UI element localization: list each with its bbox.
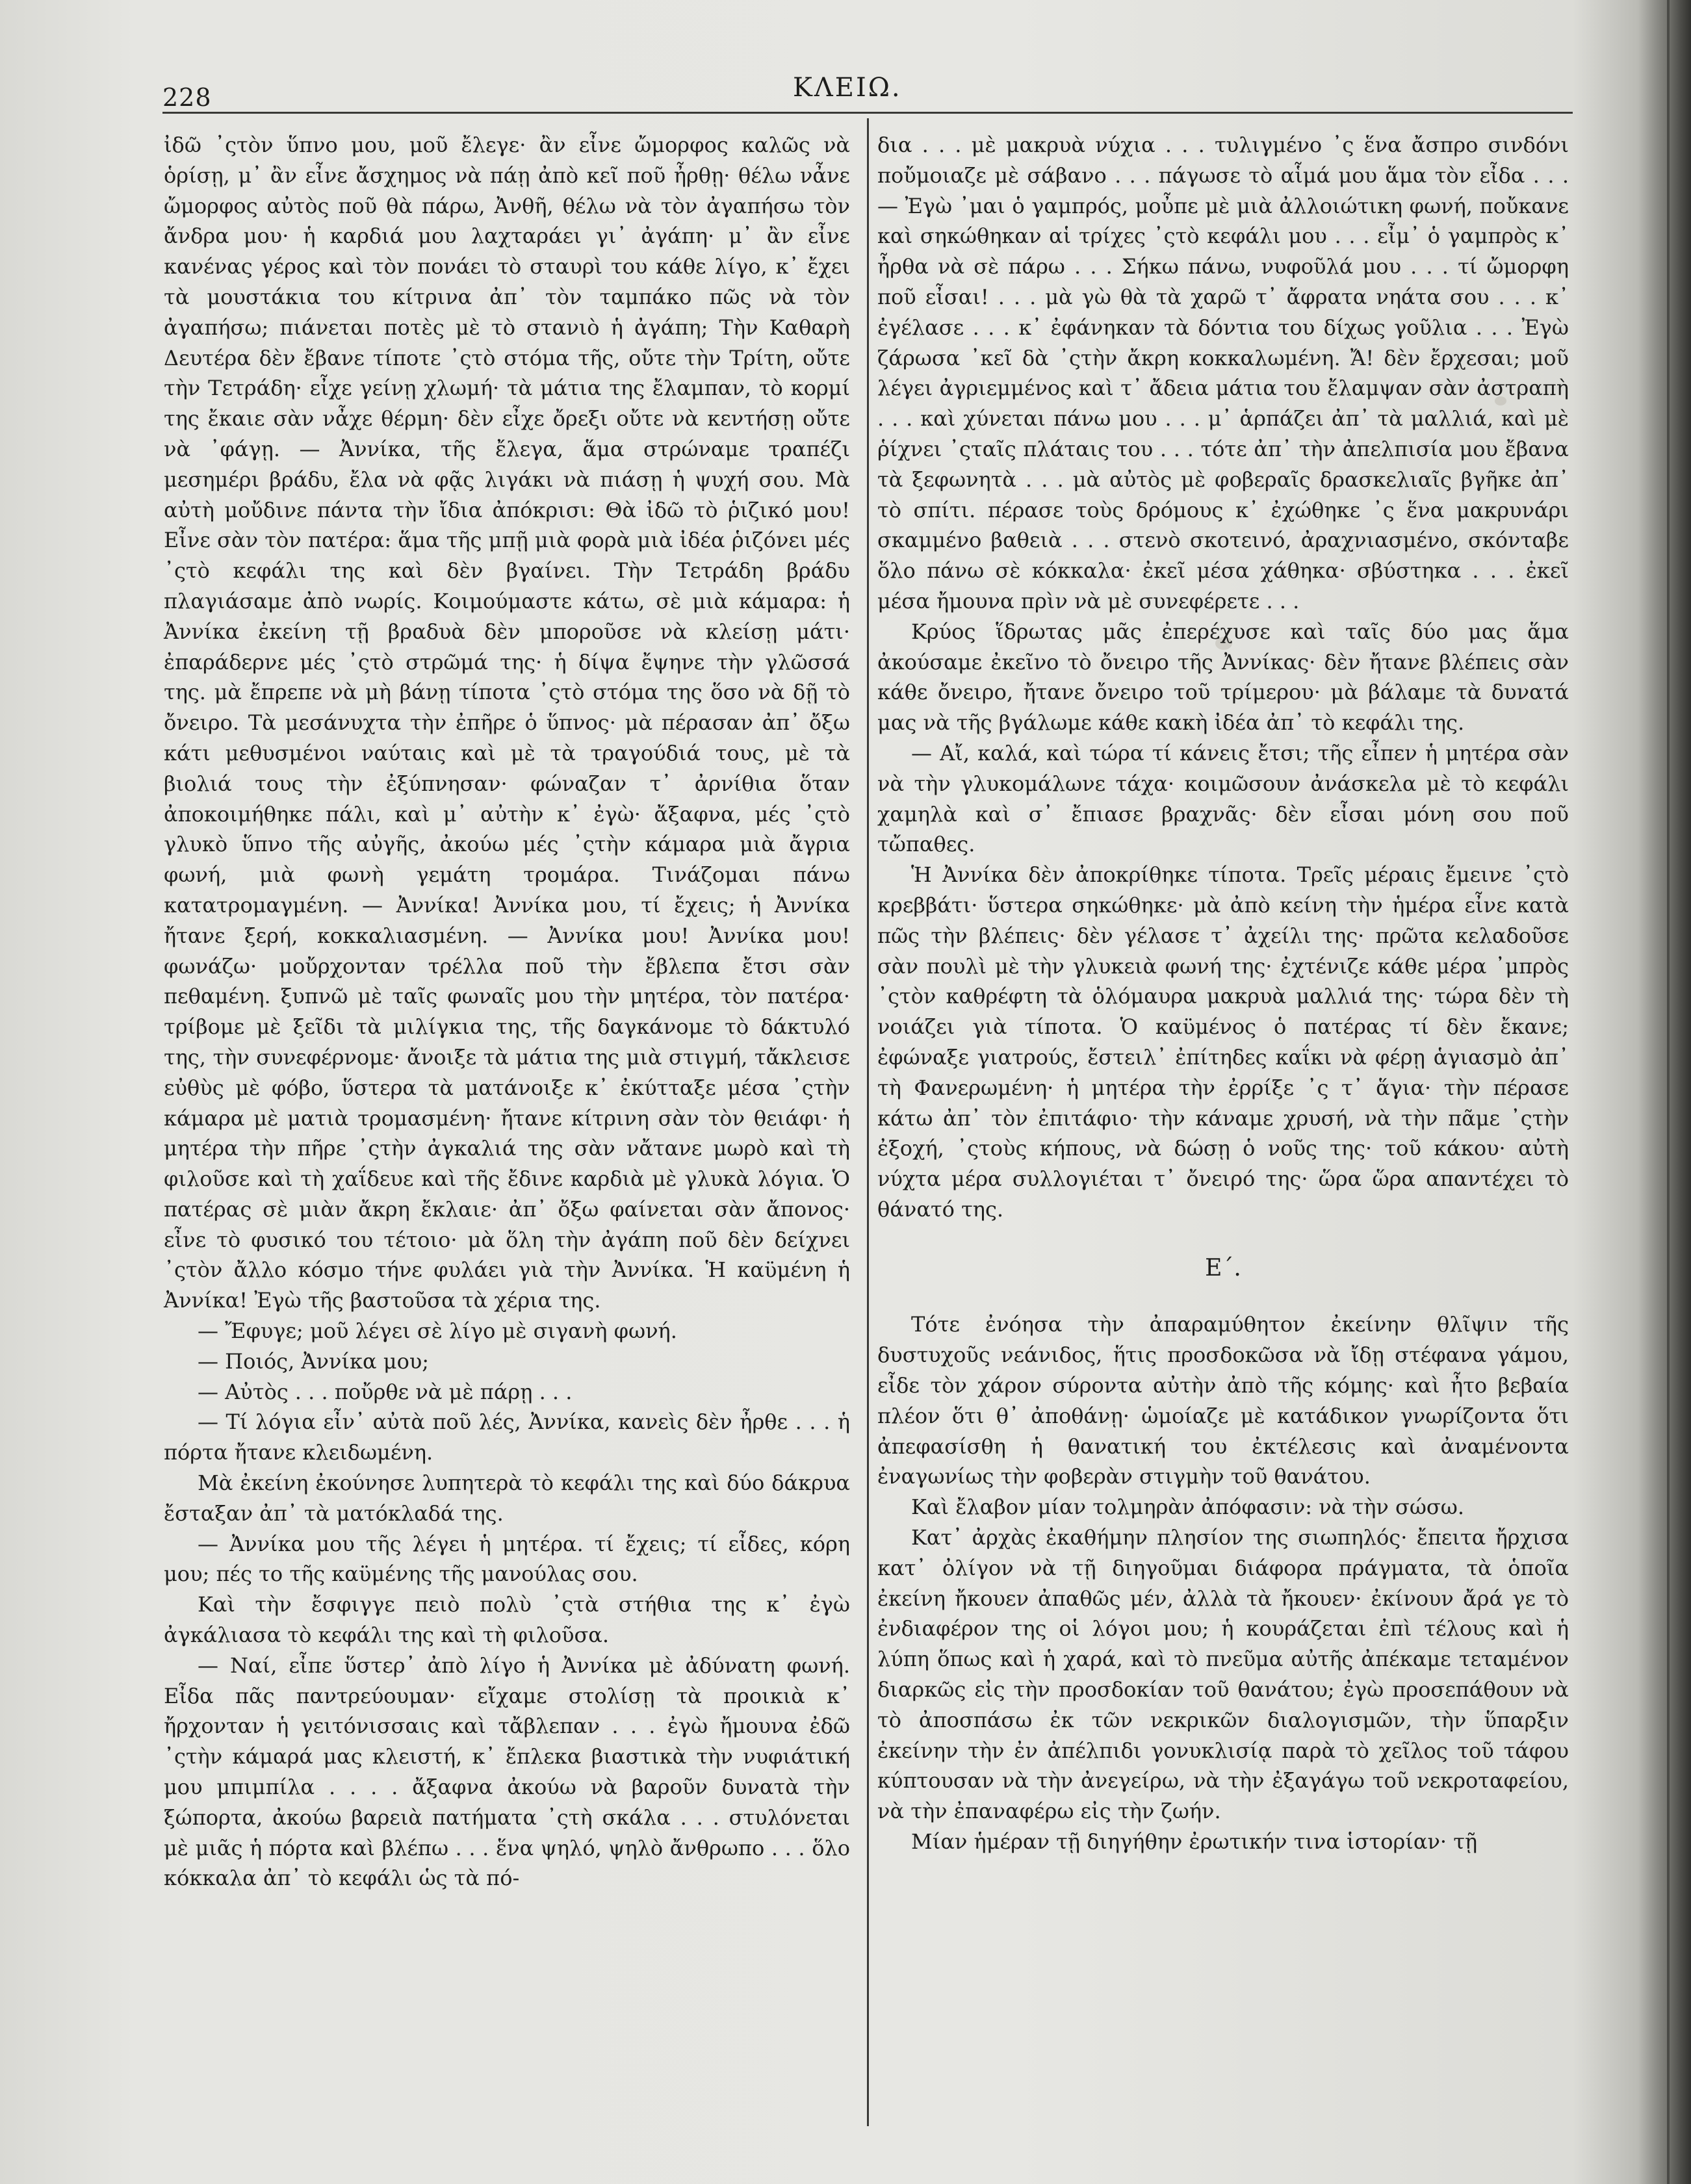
dialogue-paragraph: — Τί λόγια εἶν᾽ αὐτὰ ποῦ λές, Ἀννίκα, κανεὶς δὲν ἦρθε . . . ἡ πόρτα ἤτανε κλειδωμένη.: [164, 1409, 850, 1465]
text-paragraph: Καὶ ἔλαβον μίαν τολμηρὰν ἀπόφασιν: νὰ τὴν σώσω.: [911, 1495, 1465, 1520]
right-text-column: [877, 130, 1569, 1857]
column-divider: [867, 118, 869, 2126]
text-paragraph: Κρύος ἵδρωτας μᾶς ἐπερέχυσε καὶ ταῖς δύο μας ἅμα ἀκούσαμε ἐκεῖνο τὸ ὄνειρο τῆς Ἀννίκας· δὲν ἤτανε βλέπεις σὰν κάθε ὄνειρο, ἤτανε ὄνειρο τοῦ τρίμερου· μὰ βάλαμε τὰ δυνατά μας νὰ τῆς βγάλωμε κάθε κακὴ ἰδέα ἀπ᾽ τὸ κεφάλι της.: [877, 619, 1569, 736]
text-paragraph: ἰδῶ ᾽ςτὸν ὕπνο μου, μοῦ ἔλεγε· ἂν εἶνε ὤμορφος καλῶς νὰ ὁρίσῃ, μ᾽ ἂν εἶνε ἄσχημος νὰ πάῃ ἀπὸ κεῖ ποῦ ἦρθῃ· θέλω νἆνε ὤμορφος αὐτὸς ποῦ θὰ πάρω, Ἀνθῆ, θέλω νὰ τὸν ἀγαπήσω τὸν ἄνδρα μου· ἡ καρδιά μου λαχταράει γι᾽ ἀγάπη· μ᾽ ἂν εἶνε κανένας γέρος καὶ τὸν πονάει τὸ σταυρὶ του κάθε λίγο, κ᾽ ἔχει τὰ μουστάκια του κίτρινα ἀπ᾽ τὸν ταμπάκο πῶς νὰ τὸν ἀγαπήσω; πιάνεται ποτὲς μὲ τὸ στανιὸ ἡ ἀγάπη; Τὴν Καθαρὴ Δευτέρα δὲν ἔβανε τίποτε ᾽ςτὸ στόμα τῆς, οὔτε τὴν Τρίτη, οὔτε τὴν Τετράδη· εἶχε γείνῃ χλωμή· τὰ μάτια της ἔλαμπαν, τὸ κορμί της ἔκαιε σὰν νἆχε θέρμη· δὲν εἶχε ὄρεξι οὔτε νὰ κεντήσῃ οὔτε νὰ ᾽φάγῃ. — Ἀννίκα, τῆς ἔλεγα, ἅμα στρώναμε τραπέζι μεσημέρι βράδυ, ἔλα νὰ φᾷς λιγάκι νὰ πιάσῃ ἡ ψυχή σου. Μὰ αὐτὴ μοὔδινε πάντα τὴν ἴδια ἀπόκρισι: Θὰ ἰδῶ τὸ ῥιζικό μου! Εἶνε σὰν τὸν πατέρα: ἅμα τῆς μπῇ μιὰ φορὰ μιὰ ἰδέα ῥιζόνει μές ᾽ςτὸ κεφάλι της καὶ δὲν βγαίνει. Τὴν Τετράδη βράδυ πλαγιάσαμε ἀπὸ νωρίς. Κοιμούμαστε κάτω, σὲ μιὰ κάμαρα: ἡ Ἀννίκα ἐκείνη τῇ βραδυὰ δὲν μποροῦσε νὰ κλείσῃ μάτι· ἐπαράδερνε μές ᾽ςτὸ στρῶμά της· ἡ δίψα ἔψηνε τὴν γλῶσσά της. μὰ ἔπρεπε νὰ μὴ βάνῃ τίποτα ᾽ςτὸ στόμα της ὅσο νὰ δῇ τὸ ὄνειρο. Τὰ μεσάνυχτα τὴν ἐπῆρε ὁ ὕπνος· μὰ πέρασαν ἀπ᾽ ὄξω κάτι μεθυσμένοι ναύταις καὶ μὲ τὰ τραγούδιά τους, μὲ τὰ βιολιά τους τὴν ἐξύπνησαν· φώναζαν τ᾽ ἀρνίθια ὅταν ἀποκοιμήθηκε πάλι, καὶ μ᾽ αὐτὴν κ᾽ ἐγὼ· ἄξαφνα, μές ᾽ςτὸ γλυκὸ ὕπνο τῆς αὐγῆς, ἀκούω μές ᾽ςτὴν κάμαρα μιὰ ἄγρια φωνή, μιὰ φωνὴ γεμάτη τρομάρα. Τινάζομαι πάνω κατατρομαγμένη. — Ἀννίκα! Ἀννίκα μου, τί ἔχεις; ἡ Ἀννίκα ἤτανε ξερή, κοκκαλιασμένη. — Ἀννίκα μου! Ἀννίκα μου! φωνάζω· μοὔρχονταν τρέλλα ποῦ τὴν ἔβλεπα ἔτσι σὰν πεθαμένη. ξυπνῶ μὲ ταῖς φωναῖς μου τὴν μητέρα, τὸν πατέρα· τρίβομε μὲ ξεῖδι τὰ μιλίγκια της, τῆς δαγκάνομε τὸ δάκτυλό της, τὴν συνεφέρνομε· ἄνοιξε τὰ μάτια της μιὰ στιγμή, τἄκλεισε εὐθὺς μὲ φόβο, ὕστερα τὰ ματάνοιξε κ᾽ ἐκύτταξε μέσα ᾽ςτὴν κάμαρα μὲ ματιὰ τρομασμένη· ἤτανε κίτρινη σὰν τὸν θειάφι· ἡ μητέρα τὴν πῆρε ᾽ςτὴν ἀγκαλιά της σὰν νἄτανε μωρὸ καὶ τὴ φιλοῦσε καὶ τὴ χαΐδευε καὶ τῆς ἔδινε καρδιὰ μὲ γλυκὰ λόγια. Ὁ πατέρας σὲ μιὰν ἄκρη ἔκλαιε· ἀπ᾽ ὄξω φαίνεται σὰν ἄπονος· εἶνε τὸ φυσικό του τέτοιο· μὰ ὅλη τὴν ἀγάπη ποῦ δὲν δείχνει ᾽ςτὸν ἄλλο κόσμο τήνε φυλάει γιὰ τὴν Ἀννίκα. Ἡ καϋμένη ἡ Ἀννίκα! Ἐγὼ τῆς βαστοῦσα τὰ χέρια της.: [164, 133, 850, 1313]
running-title: ΚΛΕΙΩ.: [793, 73, 902, 103]
dialogue-paragraph: — Αὐτὸς . . . ποὔρθε νὰ μὲ πάρῃ . . .: [198, 1379, 573, 1404]
text-paragraph: Ἡ Ἀννίκα δὲν ἀποκρίθηκε τίποτα. Τρεῖς μέραις ἔμεινε ᾽ςτὸ κρεββάτι· ὕστερα σηκώθηκε· μὰ ἀπὸ κείνη τὴν ἡμέρα εἶνε κατὰ πῶς τὴν βλέπεις· δὲν γέλασε τ᾽ ἀχείλι της· πρῶτα κελαδοῦσε σὰν πουλὶ μὲ τὴν γλυκειὰ φωνή της· ἐχτένιζε κάθε μέρα ᾽μπρὸς ᾽ςτὸν καθρέφτη τὰ ὁλόμαυρα μακρυὰ μαλλιά της· τώρα δὲν τὴ νοιάζει γιὰ τίποτα. Ὁ καϋμένος ὁ πατέρας τί δὲν ἔκανε; ἐφώναξε γιατρούς, ἔστειλ᾽ ἐπίτηδες καΐκι νὰ φέρῃ ἁγιασμὸ ἀπ᾽ τὴ Φανερωμένη· ἡ μητέρα τὴν ἐρρίξε ᾽ς τ᾽ ἅγια· τὴν πέρασε κάτω ἀπ᾽ τὸν ἐπιτάφιο· τὴν κάναμε χρυσή, νὰ τὴν πᾶμε ᾽ςτὴν ἐξοχή, ᾽ςτοὺς κήπους, νὰ δώσῃ ὁ νοῦς της· τοῦ κάκου· αὐτὴ νύχτα μέρα συλλογιέται τ᾽ ὄνειρό της· ὥρα ὥρα απαντέχει τὸ θάνατό της.: [877, 862, 1569, 1222]
dialogue-paragraph: — Αἴ, καλά, καὶ τώρα τί κάνεις ἔτσι; τῆς εἶπεν ἡ μητέρα σὰν νὰ τὴν γλυκομάλωνε τάχα· κοιμῶσουν ἀνάσκελα μὲ τὸ κεφάλι χαμηλὰ καὶ σ᾽ ἔπιασε βραχνᾶς· δὲν εἶσαι μόνη σου ποῦ τὤπαθες.: [877, 740, 1569, 857]
dialogue-paragraph: — Ναί, εἶπε ὕστερ᾽ ἀπὸ λίγο ἡ Ἀννίκα μὲ ἀδύνατη φωνή. Εἶδα πᾶς παντρεύουμαν· εἴχαμε στολίσῃ τὰ προικιὰ κ᾽ ἤρχονταν ἡ γειτόνισσαις καὶ τἄβλεπαν . . . ἐγὼ ἤμουνα ἐδῶ ᾽ςτὴν κάμαρά μας κλειστή, κ᾽ ἔπλεκα βιαστικὰ τὴν νυφιάτική μου μπιμπίλα . . . . ἄξαφνα ἀκούω νὰ βαροῦν δυνατὰ τὴν ξώπορτα, ἀκούω βαρειὰ πατήματα ᾽ςτὴ σκάλα . . . στυλόνεται μὲ μιᾶς ἡ πόρτα καὶ βλέπω . . . ἕνα ψηλό, ψηλὸ ἄνθρωπο . . . ὅλο κόκκαλα ἀπ᾽ τὸ κεφάλι ὡς τὰ πό-: [164, 1652, 850, 1891]
dialogue-paragraph: — Ἀννίκα μου τῆς λέγει ἡ μητέρα. τί ἔχεις; τί εἶδες, κόρη μου; πές το τῆς καϋμένης τῆς μανούλας σου.: [164, 1531, 850, 1587]
dialogue-paragraph: — Ποιός, Ἀννίκα μου;: [198, 1348, 430, 1374]
header-rule: [162, 112, 1573, 114]
section-heading: Ε΄.: [1205, 1254, 1241, 1281]
text-paragraph: δια . . . μὲ μακρυὰ νύχια . . . τυλιγμένο ᾽ς ἕνα ἄσπρο σινδόνι ποὔμοιαζε μὲ σάβανο . . . πάγωσε τὸ αἷμά μου ἅμα τὸν εἶδα . . . — Ἐγὼ ᾽μαι ὁ γαμπρός, μοὖπε μὲ μιὰ ἀλλοιώτικη φωνή, ποὔκανε καὶ σηκώθηκαν αἱ τρίχες ᾽ςτὸ κεφάλι μου . . . εἶμ᾽ ὁ γαμπρὸς κ᾽ ἦρθα νὰ σὲ πάρω . . . Σήκω πάνω, νυφοῦλά μου . . . τί ὤμορφη ποῦ εἶσαι! . . . μὰ γὼ θὰ τὰ χαρῶ τ᾽ ἄφρατα νηάτα σου . . . κ᾽ ἐγέλασε . . . κ᾽ ἐφάνηκαν τὰ δόντια του δίχως γοῦλια . . . Ἐγὼ ζάρωσα ᾽κεῖ δὰ ᾽ςτὴν ἄκρη κοκκαλωμένη. Ἄ! δὲν ἔρχεσαι; μοῦ λέγει ἀγριεμμένος καὶ τ᾽ ἄδεια μάτια του ἔλαμψαν σὰν ἀστραπὴ . . . καὶ χύνεται πάνω μου . . . μ᾽ ἁρπάζει ἀπ᾽ τὰ μαλλιά, καὶ μὲ ῥίχνει ᾽ςταῖς πλάταις του . . . τότε ἀπ᾽ τὴν ἀπελπισία μου ἔβανα τὰ ξεφωνητὰ . . . μὰ αὐτὸς μὲ φοβεραῖς δρασκελιαῖς βγῆκε ἀπ᾽ τὸ σπίτι. πέρασε τοὺς δρόμους κ᾽ ἐχώθηκε ᾽ς ἕνα μακρυνάρι σκαμμένο βαθειὰ . . . στενὸ σκοτεινό, ἀραχνιασμένο, σκόνταβε ὅλο πάνω σὲ κόκκαλα· ἐκεῖ μέσα χάθηκα· σβύστηκα . . . ἐκεῖ μέσα ἤμουνα πρὶν νὰ μὲ συνεφέρετε . . .: [877, 133, 1569, 613]
left-text-column: [164, 130, 850, 1894]
text-paragraph: Κατ᾽ ἀρχὰς ἐκαθήμην πλησίον της σιωπηλός· ἔπειτα ἤρχισα κατ᾽ ὀλίγον νὰ τῇ διηγοῦμαι διάφορα πράγματα, τὰ ὁποῖα ἐκείνη ἤκουεν ἀπαθῶς μέν, ἀλλὰ τὰ ἤκουεν· ἐκίνουν ἄρά γε τὸ ἐνδιαφέρον της οἱ λόγοι μου; ἡ κουράζεται ἐπὶ τέλους καὶ ἡ λύπη ὅπως καὶ ἡ χαρά, καὶ τὸ πνεῦμα αὐτῆς ἀπέκαμε τεταμένον διαρκῶς εἰς τὴν προσδοκίαν τοῦ θανάτου; ἐγὼ προσεπάθουν νὰ τὸ ἀποσπάσω ἐκ τῶν νεκρικῶν διαλογισμῶν, τὴν ὕπαρξιν ἐκείνην τὴν ἐν ἀπέλπιδι γονυκλισίᾳ παρὰ τὸ χεῖλος τοῦ τάφου κύπτουσαν νὰ τὴν ἀνεγείρω, νὰ τὴν ἐξαγάγω τοῦ νεκροταφείου, νὰ τὴν ἐπαναφέρω εἰς τὴν ζωήν.: [877, 1525, 1569, 1824]
binding-fold: [1667, 0, 1670, 2184]
text-paragraph: Μίαν ἡμέραν τῇ διηγήθην ἐρωτικήν τινα ἱστορίαν· τῇ: [911, 1829, 1478, 1855]
binding-shadow: [1638, 0, 1691, 2184]
dialogue-paragraph: — Ἔφυγε; μοῦ λέγει σὲ λίγο μὲ σιγανὴ φωνή.: [198, 1318, 677, 1344]
page-number: 228: [162, 83, 212, 112]
text-paragraph: Μὰ ἐκείνη ἐκούνησε λυπητερὰ τὸ κεφάλι της καὶ δύο δάκρυα ἔσταξαν ἀπ᾽ τὰ ματόκλαδά της.: [164, 1471, 850, 1526]
text-paragraph: Τότε ἐνόησα τὴν ἀπαραμύθητον ἐκείνην θλῖψιν τῆς δυστυχοῦς νεάνιδος, ἥτις προσδοκῶσα νὰ ἴδῃ στέφανα γάμου, εἶδε τὸν χάρον σύροντα αὐτὴν ἀπὸ τῆς κόμης· καὶ ἦτο βεβαία πλέον ὅτι θ᾽ ἀποθάνῃ· ὡμοίαζε μὲ κατάδικον γνωρίζοντα ὅτι ἀπεφασίσθη ἡ θανατική του ἐκτέλεσις καὶ ἀναμένοντα ἐναγωνίως τὴν φοβερὰν στιγμὴν τοῦ θανάτου.: [877, 1312, 1569, 1489]
text-paragraph: Καὶ τὴν ἔσφιγγε πειὸ πολὺ ᾽ςτὰ στήθια της κ᾽ ἐγὼ ἀγκάλιασα τὸ κεφάλι της καὶ τὴ φιλοῦσα.: [164, 1592, 850, 1648]
